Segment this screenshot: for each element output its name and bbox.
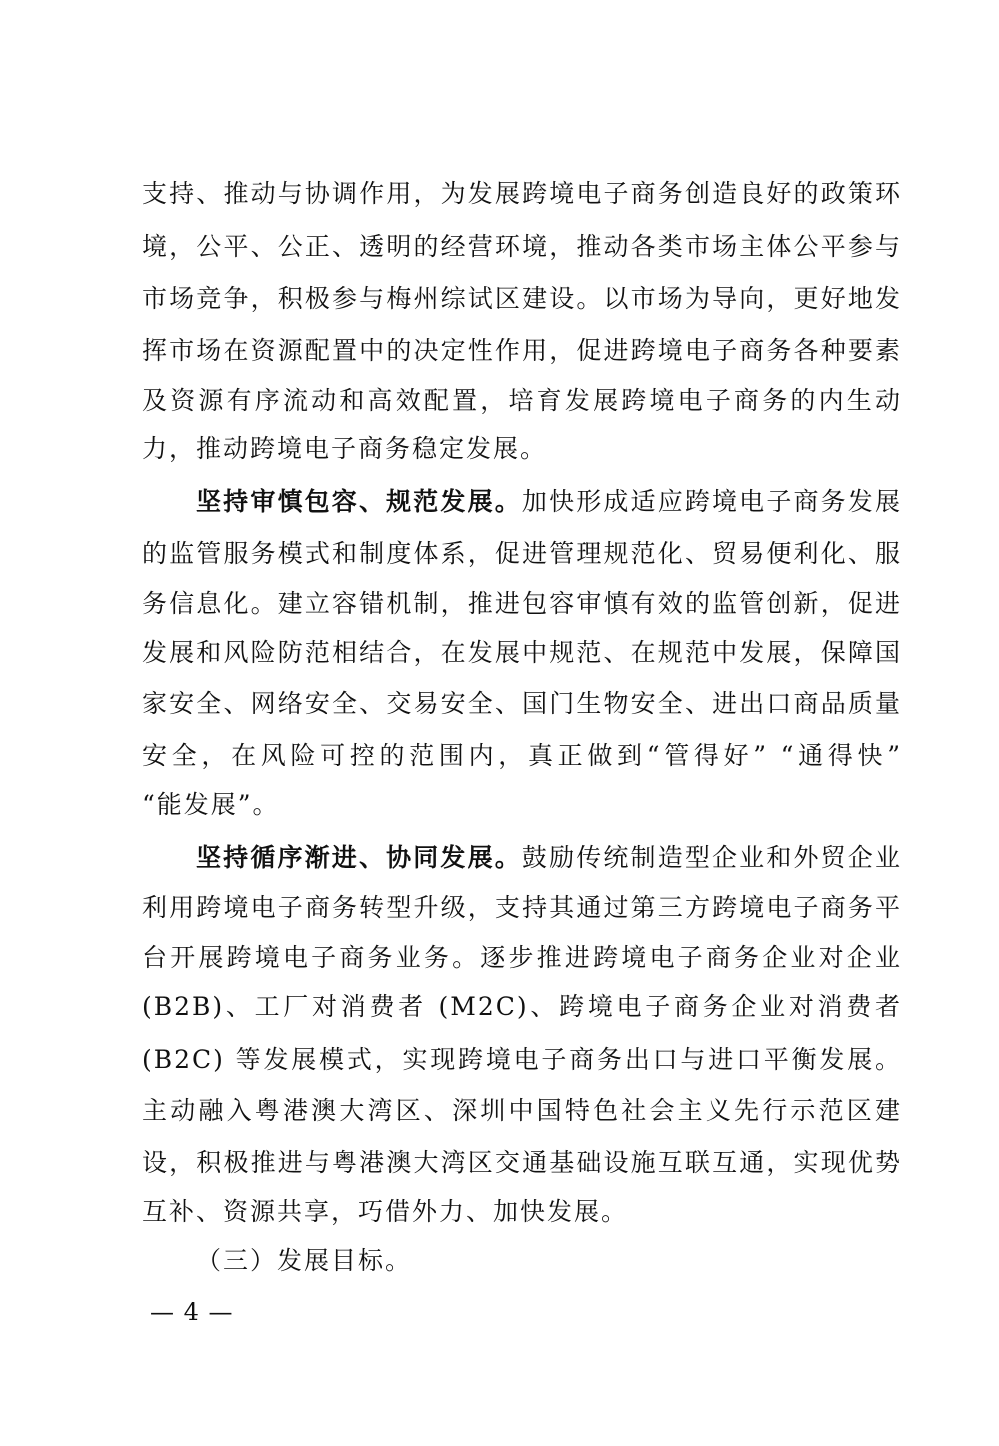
- paragraph-line: 台开展跨境电子商务业务。逐步推进跨境电子商务企业对企业: [142, 943, 902, 972]
- paragraph-line: “能发展”。: [142, 790, 280, 819]
- paragraph-line: 力，推动跨境电子商务稳定发展。: [142, 434, 548, 463]
- paragraph-line: 务信息化。建立容错机制，推进包容审慎有效的监管创新，促进: [142, 589, 902, 618]
- paragraph-text: 加快形成适应跨境电子商务发展: [521, 487, 902, 516]
- paragraph-line: 境，公平、公正、透明的经营环境，推动各类市场主体公平参与: [142, 232, 902, 261]
- paragraph-line: 安全，在风险可控的范围内，真正做到“管得好” “通得快”: [142, 741, 902, 770]
- paragraph-line: 发展和风险防范相结合，在发展中规范、在规范中发展，保障国: [142, 638, 902, 667]
- paragraph-heading: 坚持审慎包容、规范发展。: [196, 487, 522, 516]
- paragraph-line: 设，积极推进与粤港澳大湾区交通基础设施互联互通，实现优势: [142, 1148, 902, 1177]
- paragraph-line: 主动融入粤港澳大湾区、深圳中国特色社会主义先行示范区建: [142, 1096, 902, 1125]
- paragraph-line: 家安全、网络安全、交易安全、国门生物安全、进出口商品质量: [142, 689, 902, 718]
- paragraph-line: 支持、推动与协调作用，为发展跨境电子商务创造良好的政策环: [142, 179, 902, 208]
- paragraph-text: 鼓励传统制造型企业和外贸企业: [521, 843, 902, 872]
- paragraph-line: 及资源有序流动和高效配置，培育发展跨境电子商务的内生动: [142, 386, 902, 415]
- paragraph-line: (B2C) 等发展模式，实现跨境电子商务出口与进口平衡发展。: [142, 1045, 902, 1074]
- paragraph-line: (B2B)、工厂对消费者 (M2C)、跨境电子商务企业对消费者: [142, 992, 902, 1021]
- section-heading: （三）发展目标。: [196, 1246, 413, 1275]
- paragraph-first-line: [196, 843, 902, 873]
- paragraph-line: 的监管服务模式和制度体系，促进管理规范化、贸易便利化、服: [142, 539, 902, 568]
- paragraph-heading: 坚持循序渐进、协同发展。: [196, 843, 522, 872]
- paragraph-first-line: [196, 487, 902, 517]
- paragraph-line: 挥市场在资源配置中的决定性作用，促进跨境电子商务各种要素: [142, 336, 902, 365]
- page-number: — 4 —: [150, 1298, 234, 1326]
- paragraph-line: 互补、资源共享，巧借外力、加快发展。: [142, 1197, 629, 1226]
- paragraph-line: 利用跨境电子商务转型升级，支持其通过第三方跨境电子商务平: [142, 893, 902, 922]
- paragraph-line: 市场竞争，积极参与梅州综试区建设。以市场为导向，更好地发: [142, 284, 902, 313]
